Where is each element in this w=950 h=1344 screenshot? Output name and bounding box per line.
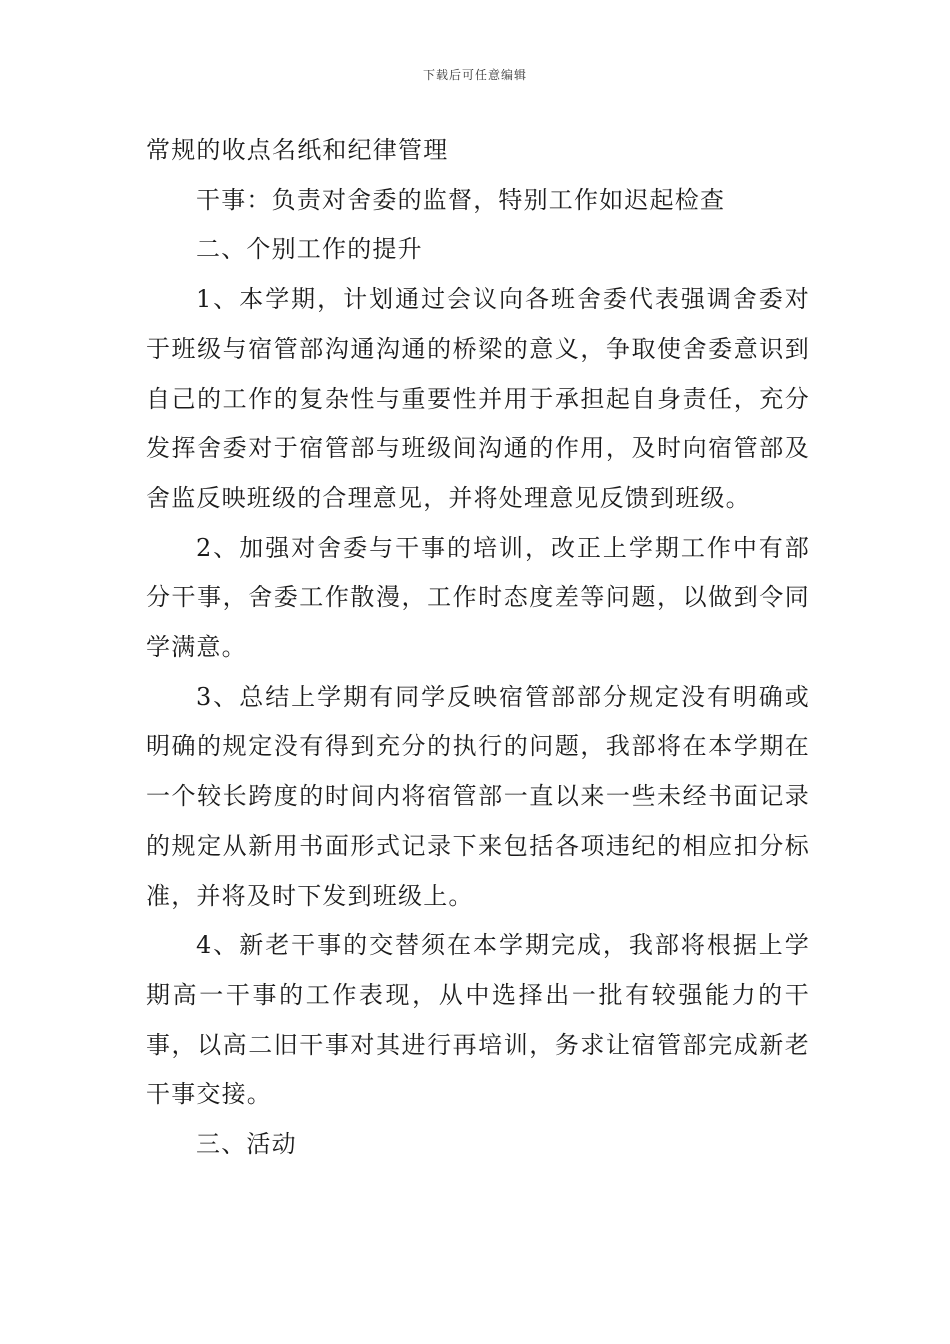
paragraph-officer-duty: 干事：负责对舍委的监督，特别工作如迟起检查 [196, 185, 726, 214]
paragraph-item-4: 4、新老干事的交替须在本学期完成，我部将根据上学期高一干事的工作表现，从中选择出一批有较强能力的干事，以高二旧干事对其进行再培训，务求让宿管部完成新老干事交接。 [146, 931, 810, 1109]
document-body [146, 126, 810, 1170]
paragraph-item-3: 3、总结上学期有同学反映宿管部部分规定没有明确或明确的规定没有得到充分的执行的问题，我部将在本学期在一个较长跨度的时间内将宿管部一直以来一些未经书面记录的规定从新用书面形式记录下来包括各项违纪的相应扣分标准，并将及时下发到班级上。 [146, 682, 810, 910]
paragraph-item-2: 2、加强对舍委与干事的培训，改正上学期工作中有部分干事，舍委工作散漫，工作时态度差等问题，以做到令同学满意。 [146, 533, 810, 662]
download-note: 下载后可任意编辑 [422, 68, 527, 82]
section-heading-2: 二、个别工作的提升 [196, 235, 423, 264]
paragraph-item-1: 1、本学期，计划通过会议向各班舍委代表强调舍委对于班级与宿管部沟通沟通的桥梁的意义，争取使舍委意识到自己的工作的复杂性与重要性并用于承担起自身责任，充分发挥舍委对于宿管部与班级间沟通的作用，及时向宿管部及舍监反映班级的合理意见，并将处理意见反馈到班级。 [146, 285, 810, 512]
paragraph-continuation: 常规的收点名纸和纪律管理 [146, 136, 449, 164]
section-heading-3: 三、活动 [196, 1130, 297, 1159]
